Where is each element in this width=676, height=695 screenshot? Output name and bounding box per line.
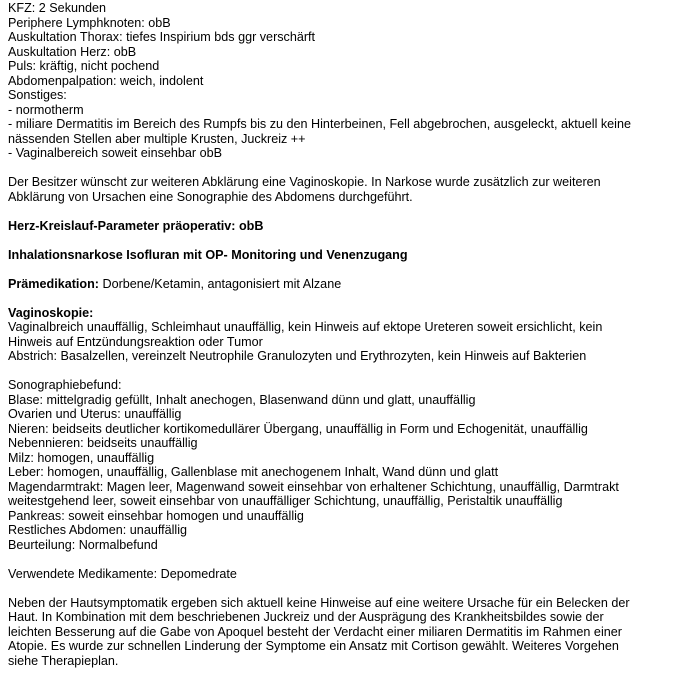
spacer	[8, 262, 668, 277]
sonography-line: Ovarien und Uterus: unauffällig	[8, 407, 182, 421]
medications-line: Verwendete Medikamente: Depomedrate	[8, 566, 237, 581]
sonography-line: weitestgehend leer, soweit einsehbar von unauffälliger Schichtung, unauffällig, Peristaltik unauffällig	[8, 494, 563, 508]
exam-line: KFZ: 2 Sekunden	[8, 1, 107, 15]
paragraph-line: Haut. In Kombination mit dem beschriebenen Juckreiz und der Ausprägung des Krankheitsbildes sowie der	[8, 610, 604, 624]
exam-section	[8, 1, 668, 161]
paragraph-line: Abklärung von Ursachen eine Sonographie des Abdomens durchgeführt.	[8, 189, 413, 204]
owner-request-paragraph	[8, 175, 668, 204]
sonography-line: Pankreas: soweit einsehbar homogen und unauffällig	[8, 508, 304, 523]
exam-line: nässenden Stellen aber multiple Krusten, Juckreiz ++	[8, 131, 306, 146]
exam-line: Puls: kräftig, nicht pochend	[8, 59, 160, 73]
spacer	[8, 233, 668, 248]
sonography-section	[8, 378, 668, 552]
sonography-line: Magendarmtrakt: Magen leer, Magenwand soweit einsehbar von erhaltener Schichtung, unauffällig, Darmtrakt	[8, 479, 619, 494]
spacer	[8, 291, 668, 306]
premedication-label: Prämedikation:	[8, 276, 99, 291]
exam-line: - Vaginalbereich soweit einsehbar obB	[8, 146, 222, 160]
sonography-line: Nebennieren: beidseits unauffällig	[8, 436, 198, 450]
sonography-heading: Sonographiebefund:	[8, 378, 122, 392]
premedication-line	[8, 277, 668, 292]
anesthesia-heading: Inhalationsnarkose Isofluran mit OP- Monitoring und Venenzugang	[8, 247, 408, 262]
vaginoscopy-line: Hinweis auf Entzündungsreaktion oder Tumor	[8, 334, 263, 349]
vaginoscopy-heading: Vaginoskopie:	[8, 305, 94, 320]
exam-line: Sonstiges:	[8, 88, 67, 102]
sonography-line: Beurteilung: Normalbefund	[8, 537, 158, 552]
vaginoscopy-line: Vaginalbreich unauffällig, Schleimhaut unauffällig, kein Hinweis auf ektope Ureteren soweit ersichlicht, kein	[8, 320, 603, 334]
paragraph-line: Der Besitzer wünscht zur weiteren Abklärung eine Vaginoskopie. In Narkose wurde zusätzlich zur weiteren	[8, 175, 601, 189]
spacer	[8, 552, 668, 567]
sonography-line: Milz: homogen, unauffällig	[8, 450, 155, 465]
sonography-line: Restliches Abdomen: unauffällig	[8, 523, 187, 537]
paragraph-line: Atopie. Es wurde zur schnellen Linderung der Symptome ein Ansatz mit Cortison gewählt. Weiteres Vorgehen	[8, 639, 619, 653]
vaginoscopy-line: Abstrich: Basalzellen, vereinzelt Neutrophile Granulozyten und Erythrozyten, kein Hinweis auf Bakterien	[8, 349, 587, 363]
spacer	[8, 204, 668, 219]
exam-line: Auskultation Herz: obB	[8, 44, 137, 59]
spacer	[8, 161, 668, 176]
sonography-line: Nieren: beidseits deutlicher kortikomedullärer Übergang, unauffällig in Form und Echogenität, unauffällig	[8, 421, 588, 436]
premedication-value: Dorbene/Ketamin, antagonisiert mit Alzane	[98, 276, 342, 291]
exam-line: Auskultation Thorax: tiefes Inspirium bds ggr verschärft	[8, 30, 316, 44]
exam-line: - normotherm	[8, 102, 84, 117]
cardio-heading: Herz-Kreislauf-Parameter präoperativ: obB	[8, 218, 264, 233]
exam-line: - miliare Dermatitis im Bereich des Rumpfs bis zu den Hinterbeinen, Fell abgebrochen, ausgeleckt, aktuell keine	[8, 117, 631, 131]
spacer	[8, 581, 668, 596]
conclusion-paragraph	[8, 596, 668, 669]
spacer	[8, 364, 668, 379]
vaginoscopy-section	[8, 306, 668, 364]
exam-line: Abdomenpalpation: weich, indolent	[8, 73, 204, 88]
paragraph-line: Neben der Hautsymptomatik ergeben sich aktuell keine Hinweise auf eine weitere Ursache für ein Belecken der	[8, 595, 630, 610]
sonography-line: Leber: homogen, unauffällig, Gallenblase mit anechogenem Inhalt, Wand dünn und glatt	[8, 465, 499, 479]
paragraph-line: siehe Therapieplan.	[8, 653, 119, 668]
paragraph-line: leichten Besserung auf die Gabe von Apoquel besteht der Verdacht einer miliaren Dermatitis im Rahmen einer	[8, 624, 622, 639]
exam-line: Periphere Lymphknoten: obB	[8, 15, 171, 30]
sonography-line: Blase: mittelgradig gefüllt, Inhalt anechogen, Blasenwand dünn und glatt, unauffällig	[8, 392, 476, 407]
